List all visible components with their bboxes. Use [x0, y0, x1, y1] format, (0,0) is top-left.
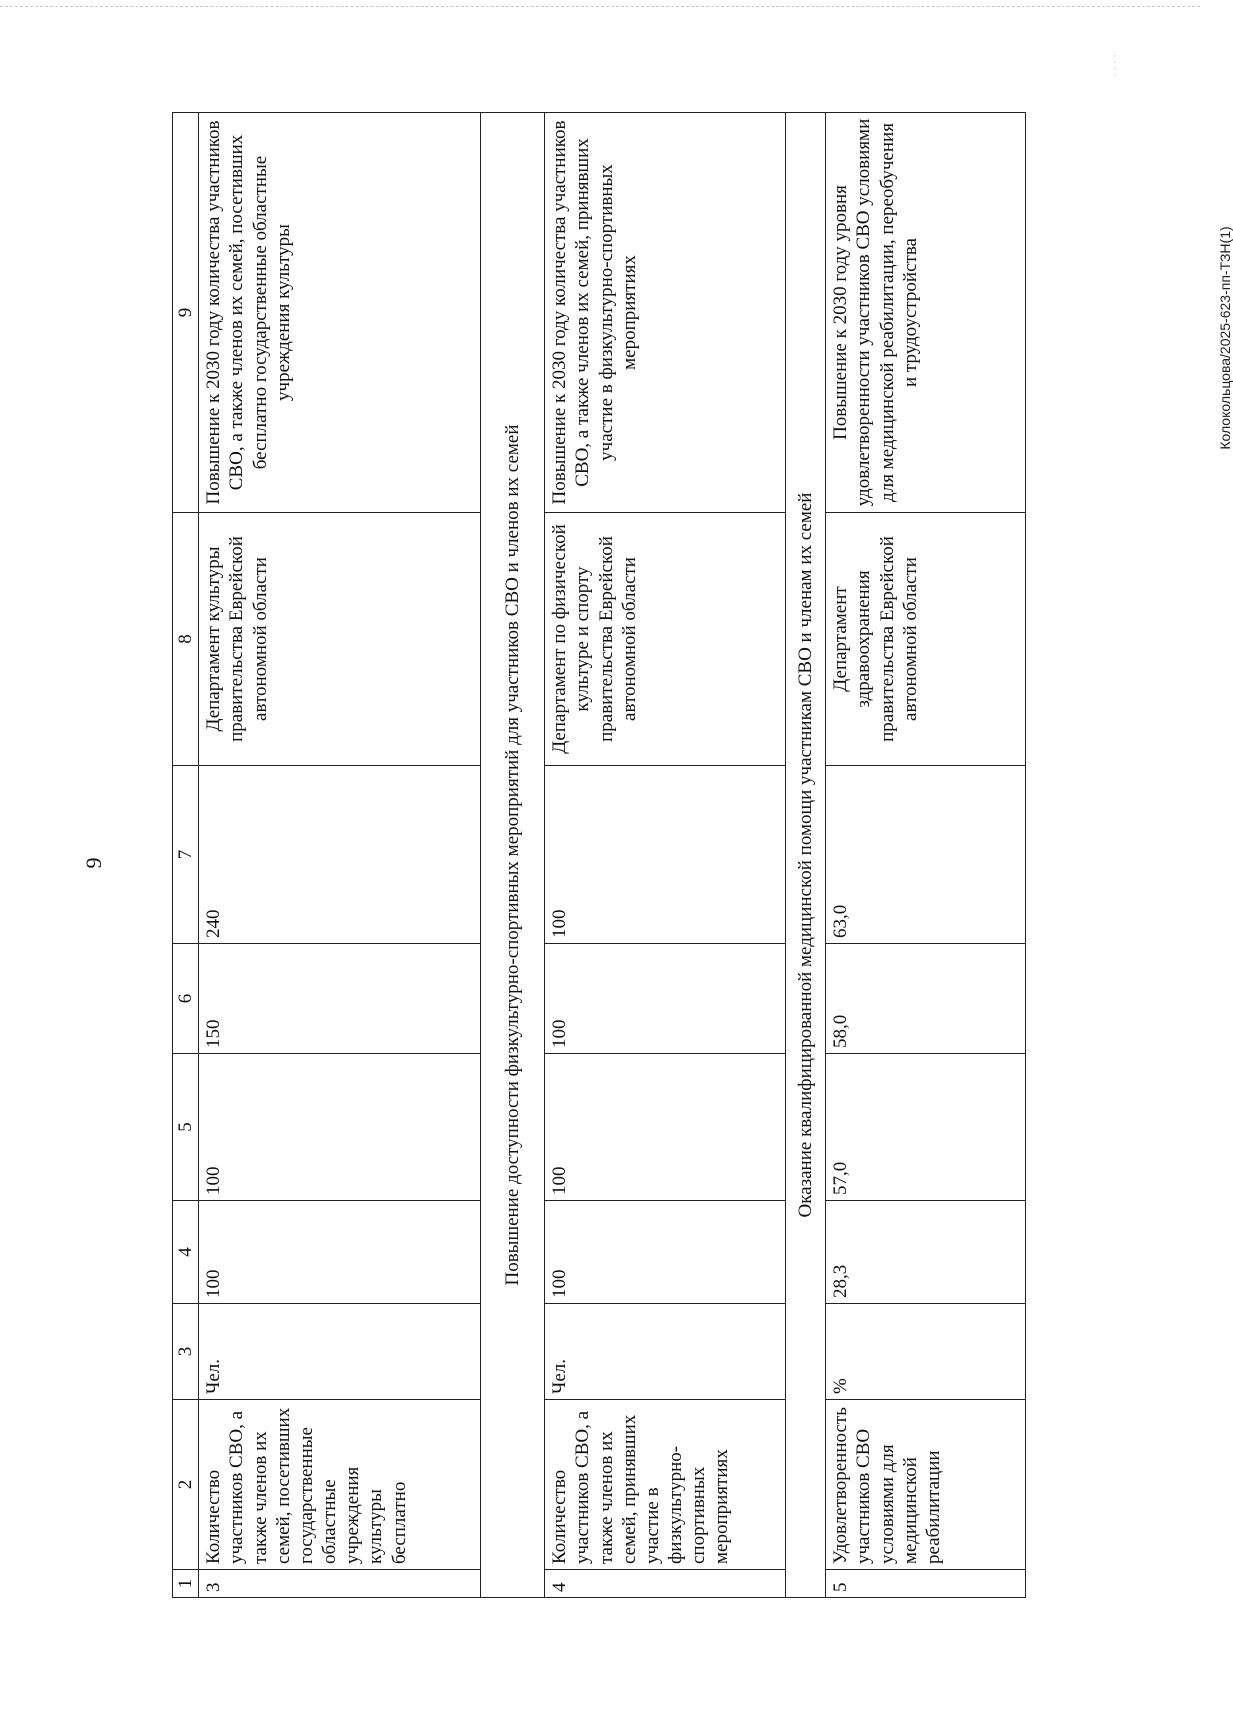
indicators-table [172, 112, 1026, 1598]
col-number-2: 2 [173, 1400, 199, 1570]
value-cell: 240 [199, 766, 481, 944]
table-row [199, 113, 481, 1598]
column-number-row [173, 113, 199, 1598]
indicator-name: Удовлетворенность участников СВО условиями для медицинской реабилитации [826, 1400, 1026, 1570]
value-cell: 100 [545, 1054, 786, 1201]
section-header-row [481, 113, 545, 1598]
indicator-name: Количество участников СВО, а также членов их семей, принявших участие в физкультурно-спортивных мероприятиях [545, 1400, 786, 1570]
col-number-1: 1 [173, 1570, 199, 1598]
row-number: 4 [545, 1570, 786, 1598]
responsible-cell: Департамент по физической культуре и спорту правительства Еврейской автономной области [545, 513, 786, 766]
unit-cell: % [826, 1304, 1026, 1400]
section-title-sport: Повышение доступности физкультурно-спортивных мероприятий для участников СВО и членов их семей [481, 113, 545, 1598]
col-number-6: 6 [173, 944, 199, 1054]
col-number-3: 3 [173, 1304, 199, 1400]
col-number-9: 9 [173, 113, 199, 513]
value-cell: 28,3 [826, 1201, 1026, 1304]
table-row [545, 113, 786, 1598]
row-number: 5 [826, 1570, 1026, 1598]
table-row [826, 113, 1026, 1598]
col-number-8: 8 [173, 513, 199, 766]
value-cell: 100 [199, 1201, 481, 1304]
result-cell: Повышение к 2030 году количества участников СВО, а также членов их семей, посетивших бесплатно государственные областные учреждения культуры [199, 113, 481, 513]
section-title-medical: Оказание квалифицированной медицинской помощи участникам СВО и членам их семей [786, 113, 826, 1598]
indicator-name: Количество участников СВО, а также членов их семей, посетивших государственные областные учреждения культуры бесплатно [199, 1400, 481, 1570]
col-number-7: 7 [173, 766, 199, 944]
section-header-row [786, 113, 826, 1598]
result-cell: Повышение к 2030 году уровня удовлетворенности участников СВО условиями для медицинской реабилитации, переобучения и трудоустройства [826, 113, 1026, 513]
row-number: 3 [199, 1570, 481, 1598]
value-cell: 100 [545, 944, 786, 1054]
page-number: 9 [81, 857, 106, 869]
unit-cell: Чел. [199, 1304, 481, 1400]
scan-top-edge [0, 6, 1200, 7]
value-cell: 100 [545, 1201, 786, 1304]
result-cell: Повышение к 2030 году количества участников СВО, а также членов их семей, принявших участие в физкультурно-спортивных мероприятиях [545, 113, 786, 513]
value-cell: 150 [199, 944, 481, 1054]
unit-cell: Чел. [545, 1304, 786, 1400]
value-cell: 100 [545, 766, 786, 944]
value-cell: 57,0 [826, 1054, 1026, 1201]
document-id: Колокольцова/2025-623-пп-ТЗН(1) [1217, 226, 1233, 450]
scan-noise-right: · · · · [1110, 54, 1122, 77]
value-cell: 63,0 [826, 766, 1026, 944]
value-cell: 58,0 [826, 944, 1026, 1054]
value-cell: 100 [199, 1054, 481, 1201]
col-number-5: 5 [173, 1054, 199, 1201]
responsible-cell: Департамент здравоохранения правительства Еврейской автономной области [826, 513, 1026, 766]
rotated-table-container [172, 113, 1032, 1598]
col-number-4: 4 [173, 1201, 199, 1304]
responsible-cell: Департамент культуры правительства Еврейской автономной области [199, 513, 481, 766]
